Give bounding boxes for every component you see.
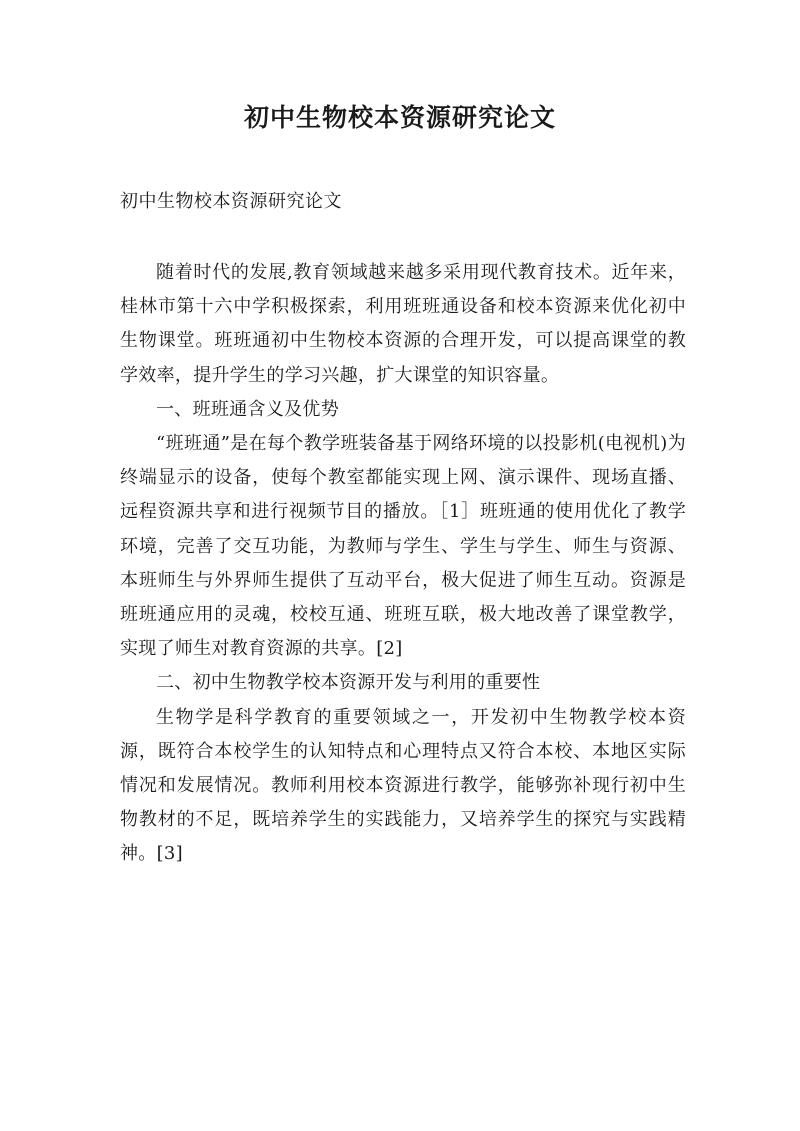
paragraph-intro: 随着时代的发展,教育领域越来越多采用现代教育技术。近年来，桂林市第十六中学积极探索，利用班班通设备和校本资源来优化初中生物课堂。班班通初中生物校本资源的合理开发，可以提高课堂的教学效率，提升学生的学习兴趣，扩大课堂的知识容量。 (120, 262, 686, 386)
document-title: 初中生物校本资源研究论文 (243, 103, 556, 132)
paragraph-section-1: “班班通”是在每个教学班装备基于网络环境的以投影机(电视机)为终端显示的设备，使每个教室都能实现上网、演示课件、现场直播、远程资源共享和进行视频节目的播放。［1］班班通的使用优化了教学环境，完善了交互功能，为教师与学生、学生与学生、师生与资源、本班师生与外界师生提供了互动平台，极大促进了师生互动。资源是班班通应用的灵魂，校校互通、班班互联，极大地改善了课堂教学，实现了师生对教育资源的共享。[2] (120, 433, 686, 660)
document-subtitle: 初中生物校本资源研究论文 (120, 191, 342, 212)
document-body (120, 256, 686, 872)
section-heading-1: 一、班班通含义及优势 (156, 398, 339, 420)
paragraph-section-2: 生物学是科学教育的重要领域之一，开发初中生物教学校本资源，既符合本校学生的认知特点和心理特点又符合本校、本地区实际情况和发展情况。教师利用校本资源进行教学，能够弥补现行初中生物教材的不足，既培养学生的实践能力，又培养学生的探究与实践精神。[3] (120, 706, 686, 865)
section-heading-2: 二、初中生物教学校本资源开发与利用的重要性 (156, 672, 541, 694)
